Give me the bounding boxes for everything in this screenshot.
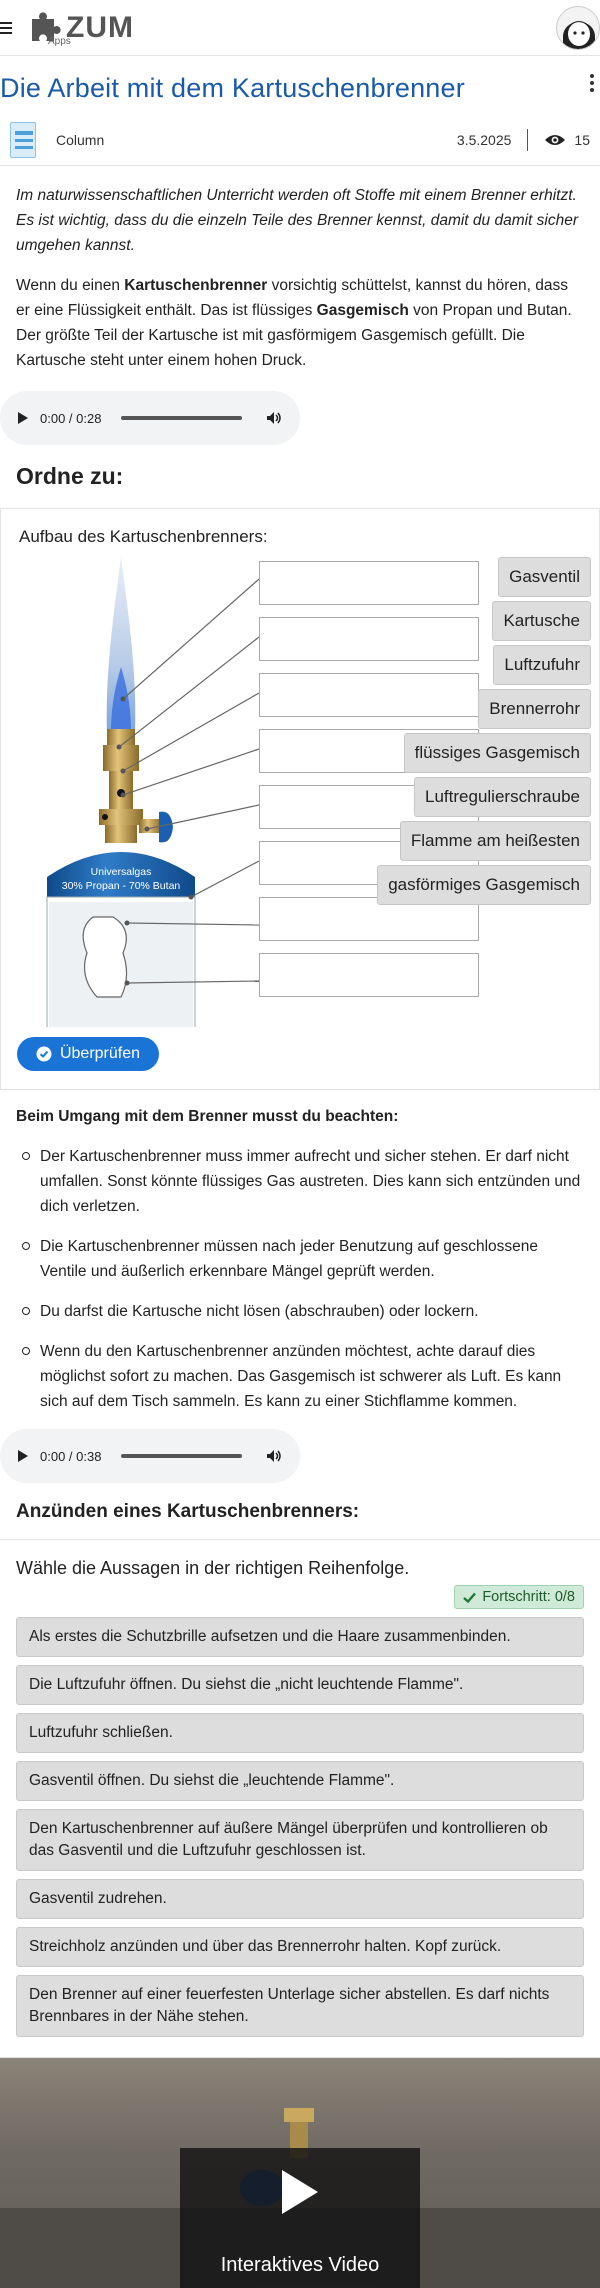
views-counter [544,132,590,148]
author-name[interactable]: Column [56,131,105,148]
chip-flamme-am-heissesten[interactable]: Flamme am heißesten [400,821,591,861]
chip-fluessiges-gasgemisch[interactable]: flüssiges Gasgemisch [404,733,591,773]
progress-text: Fortschritt: 0/8 [482,1589,575,1605]
video-label: Interaktives Video [220,2254,380,2276]
meta-row [0,114,600,166]
dropzone-2[interactable] [259,617,479,661]
menu-icon[interactable] [0,20,14,36]
ordering-question: Wähle die Aussagen in der richtigen Reihenfolge. [16,1558,410,1578]
audio-time: 0:00 / 0:28 [40,410,102,426]
chip-brennerrohr[interactable]: Brennerrohr [478,689,591,729]
chip-luftzufuhr[interactable]: Luftzufuhr [493,645,591,685]
logo-text: ZUM [66,10,134,44]
para-bold-1: Kartuschenbrenner [124,277,268,294]
volume-icon[interactable] [266,411,282,425]
list-item[interactable]: Gasventil zudrehen. [16,1879,584,1919]
more-options-icon[interactable] [590,74,594,92]
page-title-text: Die Arbeit mit dem Kartuschenbrenner [0,73,465,103]
play-icon[interactable] [18,412,28,424]
list-item: Der Kartuschenbrenner muss immer aufrecht und sicher stehen. Er darf nicht umfallen. Sonst könnte flüssiges Gas austreten. Dies kann sich entzünden und dich verletzen. [40,1144,584,1219]
document-icon [10,122,36,158]
section-heading-assign: Ordne zu: [16,463,124,489]
list-item: Die Kartuschenbrenner müssen nach jeder Benutzung auf geschlossene Ventile und äußerlich erkennbare Mängel geprüft werden. [40,1234,584,1284]
check-button[interactable] [17,1037,159,1071]
para-bold-2: Gasgemisch [316,302,409,319]
cartridge-label-2: 30% Propan - 70% Butan [61,880,181,892]
play-icon[interactable] [18,1450,28,1462]
video-play-icon[interactable] [282,2170,318,2214]
list-item[interactable]: Die Luftzufuhr öffnen. Du siehst die „nicht leuchtende Flamme". [16,1665,584,1705]
list-item[interactable]: Den Brenner auf einer feuerfesten Unterlage sicher abstellen. Es darf nichts Brennbares in der Nähe stehen. [16,1975,584,2037]
burner-diagram [1,557,599,1027]
dropzone-1[interactable] [259,561,479,605]
para-text-3: von Propan und Butan. Der größte Teil der Kartusche ist mit gasförmigem Gasgemisch gefüllt. Die Kartusche steht unter einem hohen Druck. [16,302,572,369]
top-bar [0,0,600,56]
para-text-1: Wenn du einen [16,277,125,294]
ordering-exercise [0,1539,600,2058]
logo-subtitle: Apps [48,36,71,47]
list-item: Du darfst die Kartusche nicht lösen (abschrauben) oder lockern. [40,1299,584,1324]
chip-kartusche[interactable]: Kartusche [492,601,591,641]
page-title [0,56,600,104]
drag-drop-exercise [0,508,600,1090]
avatar-face-icon [557,7,600,50]
zum-logo[interactable] [26,11,134,45]
intro-text: Im naturwissenschaftlichen Unterricht werden oft Stoffe mit einem Brenner erhitzt. Es ist wichtig, dass du die einzeln Teile des Brenner kennst, damit du damit sicher umgehen kannst. [16,187,579,254]
list-item[interactable]: Luftzufuhr schließen. [16,1713,584,1753]
list-item[interactable]: Gasventil öffnen. Du siehst die „leuchtende Flamme". [16,1761,584,1801]
para-text-2: vorsichtig schüttelst, kannst du hören, dass er eine Flüssigkeit enthält. Das ist flüssiges [16,277,568,319]
chip-gasfoermiges-gasgemisch[interactable]: gasförmiges Gasgemisch [377,865,591,905]
avatar[interactable] [556,6,600,50]
chip-luftregulierschraube[interactable]: Luftregulierschraube [414,777,591,817]
cartridge-paragraph [16,273,584,373]
list-item[interactable]: Als erstes die Schutzbrille aufsetzen und die Haare zusammenbinden. [16,1617,584,1657]
meta-separator [527,129,528,151]
interactive-video[interactable] [0,2058,600,2288]
list-item: Wenn du den Kartuschenbrenner anzünden möchtest, achte darauf dies möglichst sofort zu machen. Das Gasgemisch ist schwerer als Luft. Es kann sich auf dem Tisch sammeln. Es kann zu einer Stichflamme kommen. [40,1339,584,1414]
check-icon [463,1592,476,1603]
dropzone-3[interactable] [259,673,479,717]
audio-seek-bar[interactable] [121,416,242,420]
audio-seek-bar[interactable] [121,1454,242,1458]
progress-badge [454,1585,584,1609]
chip-gasventil[interactable]: Gasventil [498,557,591,597]
exercise-title: Aufbau des Kartuschenbrenners: [19,527,268,546]
rules-heading: Beim Umgang mit dem Brenner musst du beachten: [16,1108,399,1125]
audio-player-2[interactable] [0,1429,300,1483]
volume-icon[interactable] [266,1449,282,1463]
audio-time: 0:00 / 0:38 [40,1448,102,1464]
list-item[interactable]: Streichholz anzünden und über das Brennerrohr halten. Kopf zurück. [16,1927,584,1967]
dropzone-8[interactable] [259,953,479,997]
audio-player-1[interactable] [0,391,300,445]
list-item[interactable]: Den Kartuschenbrenner auf äußere Mängel überprüfen und kontrollieren ob das Gasventil und die Luftzufuhr geschlossen ist. [16,1809,584,1871]
check-button-label: Überprüfen [59,1045,141,1062]
check-circle-icon [36,1046,52,1062]
cartridge-label-1: Universalgas [90,866,152,878]
views-count: 15 [574,131,590,148]
eye-icon [544,133,566,147]
rules-list [40,1144,584,1414]
publish-date: 3.5.2025 [456,131,512,148]
ignite-heading: Anzünden eines Kartuschenbrenners: [16,1501,360,1522]
